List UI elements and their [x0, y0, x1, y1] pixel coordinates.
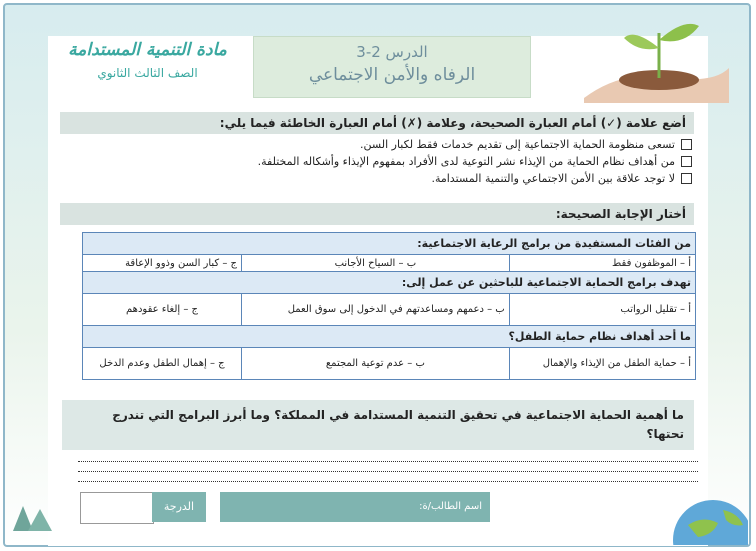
list-item: تسعى منظومة الحماية الاجتماعية إلى تقديم خدمات فقط لكبار السن. [82, 136, 692, 153]
true-false-list [82, 136, 692, 187]
lesson-title: الرفاه والأمن الاجتماعي [308, 65, 476, 85]
option-c[interactable]: ج – كبار السن وذوو الإعاقة [83, 255, 242, 272]
question-text: من الفئات المستفيدة من برامج الرعاية الاجتماعية: [83, 233, 696, 255]
trees-illustration [8, 501, 58, 531]
question-text: ما أحد أهداف نظام حماية الطفل؟ [83, 326, 696, 348]
answer-checkbox[interactable] [681, 156, 692, 167]
grade-level: الصف الثالث الثانوي [97, 66, 198, 80]
option-a[interactable]: أ – حماية الطفل من الإيذاء والإهمال [509, 348, 695, 380]
subject-header [60, 40, 235, 80]
lesson-banner [253, 36, 531, 98]
multiple-choice-instruction: أختار الإجابة الصحيحة: [60, 203, 694, 225]
lesson-number: الدرس 2-3 [356, 43, 428, 61]
option-b[interactable]: ب – عدم توعية المجتمع [242, 348, 510, 380]
multiple-choice-table [82, 232, 696, 380]
list-item: لا توجد علاقة بين الأمن الاجتماعي والتنمية المستدامة. [82, 170, 692, 187]
answer-checkbox[interactable] [681, 139, 692, 150]
option-a[interactable]: أ – تقليل الرواتب [509, 294, 695, 326]
answer-checkbox[interactable] [681, 173, 692, 184]
option-b[interactable]: ب – دعمهم ومساعدتهم في الدخول إلى سوق العمل [242, 294, 510, 326]
answer-lines[interactable] [78, 452, 698, 482]
essay-question: ما أهمية الحماية الاجتماعية في تحقيق التنمية المستدامة في المملكة؟ وما أبرز البرامج التي تندرج تحتها؟ [62, 400, 694, 450]
subject-title: مادة التنمية المستدامة [68, 40, 227, 60]
option-c[interactable]: ج – إهمال الطفل وعدم الدخل [83, 348, 242, 380]
footer-bar [80, 492, 490, 522]
grade-input[interactable] [80, 492, 154, 524]
true-false-instruction: أضع علامة (✓) أمام العبارة الصحيحة، وعلامة (✗) أمام العبارة الخاطئة فيما يلي: [60, 112, 694, 134]
question-text: تهدف برامج الحماية الاجتماعية للباحثين عن عمل إلى: [83, 272, 696, 294]
grade-label: الدرجة [152, 492, 206, 522]
plant-in-hand-illustration [564, 8, 734, 103]
option-b[interactable]: ب – السياح الأجانب [242, 255, 510, 272]
option-a[interactable]: أ – الموظفون فقط [509, 255, 695, 272]
list-item: من أهداف نظام الحماية من الإيذاء نشر التوعية لدى الأفراد بمفهوم الإيذاء وأشكاله المختلفة. [82, 153, 692, 170]
option-c[interactable]: ج – إلغاء عقودهم [83, 294, 242, 326]
student-name-field[interactable]: اسم الطالب/ة: [220, 492, 490, 522]
globe-illustration [658, 485, 748, 545]
